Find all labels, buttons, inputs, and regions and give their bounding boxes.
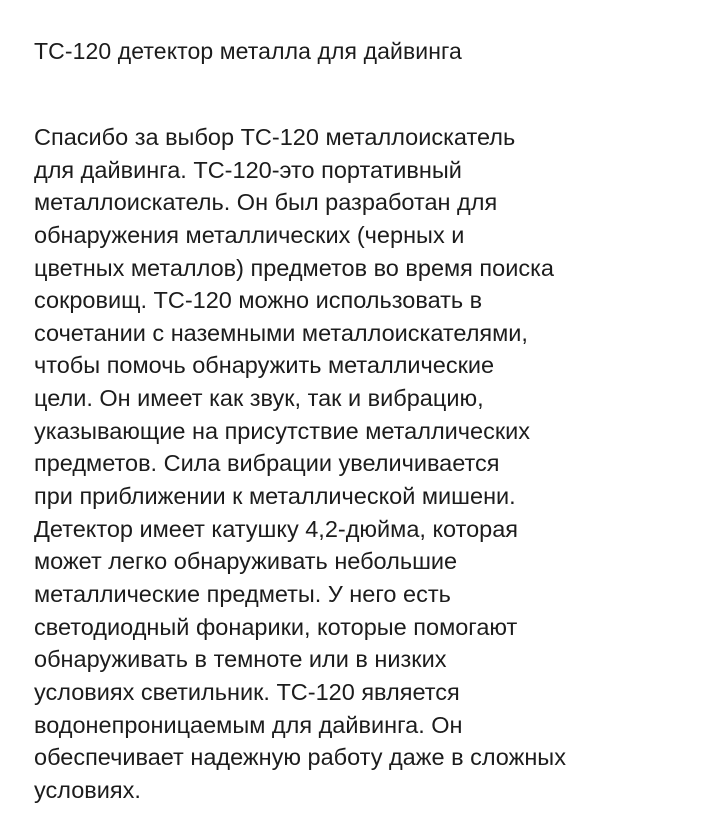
body-line: может легко обнаруживать небольшие (34, 548, 458, 575)
body-line: светодиодный фонарики, которые помогают (34, 613, 518, 640)
body-line: цели. Он имеет как звук, так и вибрацию, (34, 385, 484, 412)
body-line: цветных металлов) предметов во время поиска (34, 254, 554, 281)
body-line: сокровищ. ТС-120 можно использовать в (34, 287, 483, 314)
body-line: металлоискатель. Он был разработан для (34, 189, 498, 216)
body-line: чтобы помочь обнаружить металлические (34, 352, 495, 379)
body-line: металлические предметы. У него есть (34, 580, 451, 607)
body-line: обеспечивает надежную работу даже в сложных (34, 744, 566, 771)
body-line: обнаруживать в темноте или в низких (34, 646, 447, 673)
body-line: водонепроницаемым для дайвинга. Он (34, 711, 463, 738)
body-line: сочетании с наземными металлоискателями, (34, 319, 528, 346)
document-title: ТС-120 детектор металла для дайвинга (34, 38, 462, 64)
body-line: Детектор имеет катушку 4,2-дюйма, которая (34, 515, 518, 542)
body-line: для дайвинга. ТС-120-это портативный (34, 156, 462, 183)
document-body (34, 121, 694, 806)
body-line: Спасибо за выбор ТС-120 металлоискатель (34, 124, 516, 150)
body-line: при приближении к металлической мишени. (34, 483, 516, 510)
body-line: условиях светильник. ТС-120 является (34, 678, 460, 705)
body-line: условиях. (34, 776, 141, 803)
body-line: обнаружения металлических (черных и (34, 221, 465, 248)
body-line: предметов. Сила вибрации увеличивается (34, 450, 500, 477)
body-line: указывающие на присутствие металлических (34, 417, 531, 444)
